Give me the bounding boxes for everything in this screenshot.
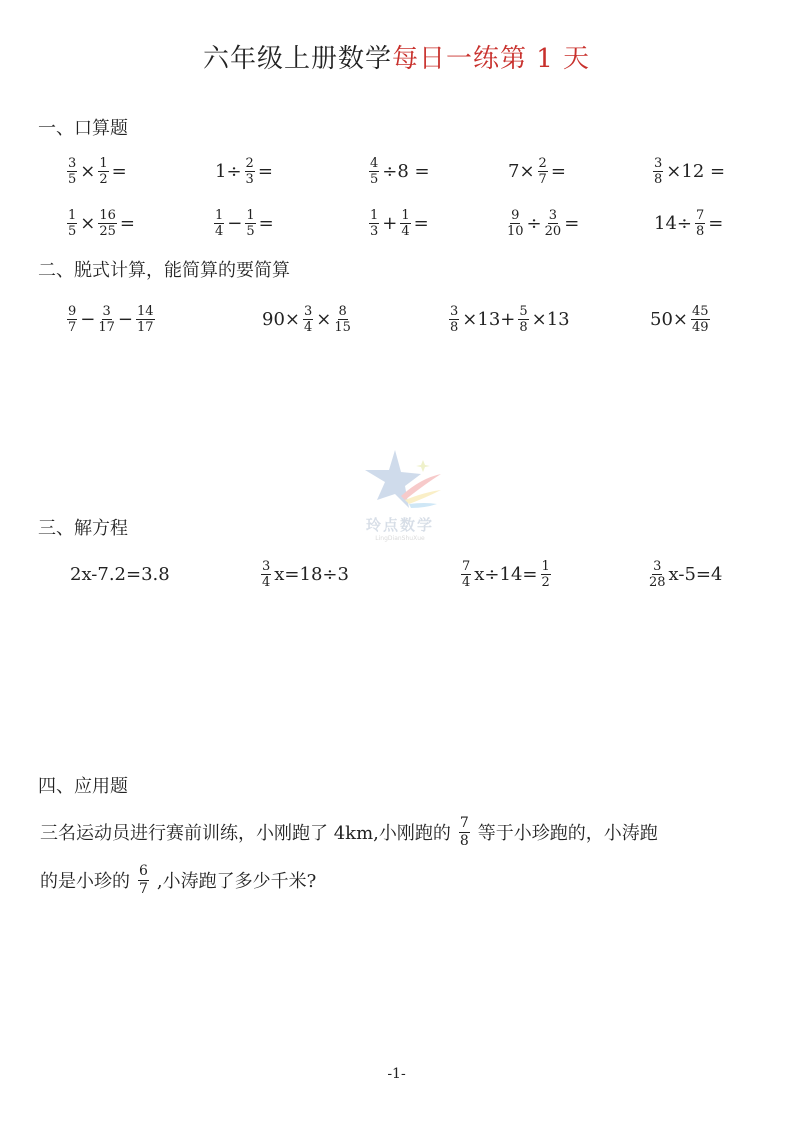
expr-text: = [550,160,566,182]
fraction [303,304,313,335]
expr-text: − [227,212,243,234]
expr-text: 2x-7.2=3.8 [70,563,170,585]
expr-text: = [413,212,429,234]
section-heading-equations: 三、解方程 [38,518,128,539]
math-expression [652,198,725,248]
expr-text: = [119,212,136,234]
watermark-logo [355,448,445,548]
expr-text: x-5=4 [668,563,723,585]
fraction [98,156,108,187]
expr-text: − [117,308,134,330]
section-heading-word-problem: 四、应用题 [38,776,128,797]
title-highlight: 每日一练第 1 天 [391,44,591,74]
math-expression [368,146,432,196]
numerator: 2 [245,155,254,171]
numerator: 45 [692,303,709,319]
math-expression [66,294,156,344]
math-expression [68,549,172,599]
fraction [507,208,524,239]
fraction [538,156,548,187]
fraction [449,304,459,335]
fraction [98,208,117,239]
fraction [214,208,224,239]
numerator: 1 [215,207,224,223]
denominator: 7 [68,319,77,335]
fraction [369,208,379,239]
denominator: 5 [68,171,77,187]
numerator: 3 [68,155,77,171]
numerator: 3 [653,558,662,574]
denominator: 4 [462,574,471,590]
expr-text: 50× [650,308,688,330]
expr-text: ×12 = [666,160,726,182]
denominator: 49 [692,319,709,335]
numerator: 16 [99,207,116,223]
expr-text: 14÷ [654,212,692,234]
expr-text: 三名运动员进行赛前训练，小刚跑了 4km,小刚跑的 [40,823,451,844]
numerator: 1 [541,558,550,574]
expr-text: ,小涛跑了多少千米? [156,871,317,892]
equation-row [0,549,793,599]
page-number: -1- [387,1066,406,1082]
denominator: 4 [262,574,271,590]
expr-text: ×13 [531,308,570,330]
fraction [334,304,351,335]
denominator: 28 [649,574,666,590]
math-expression [648,294,711,344]
math-expression [648,549,724,599]
fraction [459,815,470,850]
math-expression [260,294,352,344]
expr-text: × [316,308,332,330]
denominator: 17 [98,319,115,335]
denominator: 25 [99,223,116,239]
math-expression [213,146,275,196]
numerator: 3 [262,558,271,574]
math-expression [448,294,572,344]
watermark-text: 玲点数学 [365,516,434,534]
numerator: 8 [338,303,347,319]
watermark-subtext: LingDianShuXue [375,535,425,542]
denominator: 8 [696,223,705,239]
numerator: 1 [370,207,379,223]
numerator: 3 [548,207,558,223]
numerator: 1 [99,155,108,171]
expr-text: × [80,160,96,182]
expr-text: = [257,160,273,182]
denominator: 8 [654,171,663,187]
denominator: 5 [370,171,379,187]
numerator: 9 [68,303,77,319]
numerator: 1 [401,207,410,223]
fraction [67,208,77,239]
denominator: 8 [519,319,528,335]
math-expression [66,146,129,196]
denominator: 2 [99,171,108,187]
fraction [138,863,149,898]
denominator: 7 [139,880,148,897]
expr-text: 90× [262,308,300,330]
expr-text: x=18÷3 [274,563,349,585]
expr-text: × [80,212,96,234]
math-expression [213,198,276,248]
denominator: 2 [541,574,550,590]
section-heading-oral: 一、口算题 [38,118,128,139]
math-expression [652,146,727,196]
star-icon [355,448,445,510]
numerator: 5 [519,303,528,319]
denominator: 10 [507,223,524,239]
numerator: 7 [459,814,469,831]
denominator: 3 [370,223,379,239]
word-problem-line-2 [38,856,758,904]
fraction [245,208,255,239]
numerator: 9 [511,207,520,223]
math-expression [368,198,431,248]
expr-text: x÷14= [474,563,538,585]
denominator: 20 [544,223,562,239]
expr-text: ×13+ [462,308,516,330]
page-title [0,38,793,75]
fraction [400,208,410,239]
expr-text: ÷ [526,212,542,234]
numerator: 1 [68,207,77,223]
expr-text: 7× [508,160,535,182]
denominator: 17 [137,319,154,335]
expr-text: 等于小珍跑的，小涛跑 [477,823,658,844]
fraction [461,559,471,590]
numerator: 6 [139,862,148,879]
expr-text: + [382,212,398,234]
math-expression [66,198,137,248]
denominator: 4 [215,223,224,239]
expr-text: − [80,308,96,330]
numerator: 14 [137,303,154,319]
expr-text: 1÷ [215,160,242,182]
denominator: 5 [246,223,255,239]
expr-text: = [111,160,127,182]
word-problem-line-1 [38,808,758,856]
oral-row-1 [0,146,793,196]
numerator: 7 [462,558,471,574]
denominator: 8 [450,319,459,335]
numerator: 3 [102,303,111,319]
expr-text: 的是小珍的 [40,871,130,892]
numerator: 1 [246,207,255,223]
math-expression [260,549,351,599]
math-expression [460,549,552,599]
denominator: 15 [334,319,351,335]
expr-text: ÷8 = [382,160,430,182]
fraction [691,304,710,335]
fraction [649,559,666,590]
section-heading-calc: 二、脱式计算，能简算的要简算 [38,260,290,281]
fraction [67,304,77,335]
denominator: 4 [401,223,410,239]
expr-text: = [258,212,274,234]
numerator: 4 [370,155,379,171]
fraction [541,559,551,590]
fraction [369,156,379,187]
oral-row-2 [0,198,793,248]
fraction [261,559,271,590]
denominator: 8 [459,832,469,849]
fraction [98,304,115,335]
denominator: 4 [304,319,313,335]
expr-text: = [708,212,724,234]
fraction [653,156,663,187]
fraction [695,208,705,239]
fraction [518,304,528,335]
expr-text: = [564,212,580,234]
numerator: 2 [538,155,547,171]
numerator: 7 [696,207,705,223]
numerator: 3 [654,155,663,171]
denominator: 7 [538,171,547,187]
fraction [245,156,255,187]
fraction [67,156,77,187]
math-expression [506,198,581,248]
numerator: 3 [304,303,313,319]
fraction [545,208,562,239]
denominator: 3 [245,171,254,187]
numerator: 3 [450,303,459,319]
denominator: 5 [68,223,77,239]
title-main: 六年级上册数学 [202,44,392,74]
math-expression [506,146,568,196]
fraction [136,304,155,335]
calc-row [0,294,793,344]
